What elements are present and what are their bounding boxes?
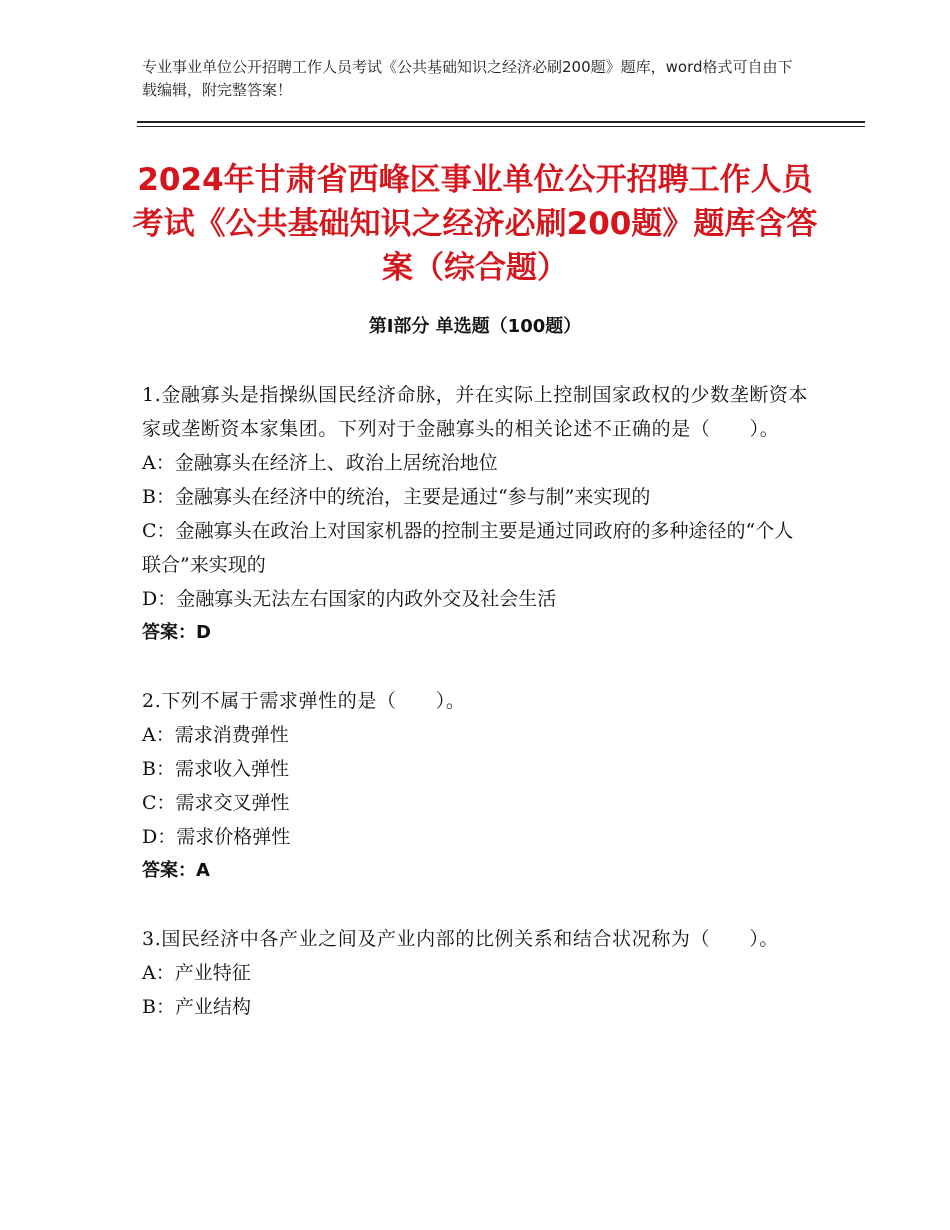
option-c: C：需求交叉弹性 <box>142 792 290 814</box>
answer-label: 答案：D <box>142 622 211 643</box>
question-stem: 3.国民经济中各产业之间及产业内部的比例关系和结合状况称为（ ）。 <box>142 928 780 950</box>
option-a: A：需求消费弹性 <box>142 724 289 746</box>
question-2 <box>142 684 812 888</box>
option-c: C：金融寡头在政治上对国家机器的控制主要是通过同政府的多种途径的“个人联合”来实现的 <box>142 520 794 576</box>
question-stem: 2.下列不属于需求弹性的是（ ）。 <box>142 690 466 712</box>
option-b: B：产业结构 <box>142 996 251 1018</box>
document-title: 2024年甘肃省西峰区事业单位公开招聘工作人员考试《公共基础知识之经济必刷200题》题库含答案（综合题） <box>132 162 818 286</box>
option-d: D：需求价格弹性 <box>142 826 291 848</box>
header-rule-thick <box>137 121 865 123</box>
option-a: A：产业特征 <box>142 962 251 984</box>
section-heading: 第Ⅰ部分 单选题（100题） <box>368 316 582 337</box>
option-d: D：金融寡头无法左右国家的内政外交及社会生活 <box>142 588 557 610</box>
option-b: B：金融寡头在经济中的统治，主要是通过“参与制”来实现的 <box>142 486 651 508</box>
option-a: A：金融寡头在经济上、政治上居统治地位 <box>142 452 498 474</box>
question-3 <box>142 922 812 1024</box>
header-rule-thin <box>137 126 865 127</box>
question-stem: 1.金融寡头是指操纵国民经济命脉，并在实际上控制国家政权的少数垄断资本家或垄断资本家集团。下列对于金融寡头的相关论述不正确的是（ ）。 <box>142 384 809 440</box>
question-list <box>142 378 812 1058</box>
answer-label: 答案：A <box>142 860 210 881</box>
question-1 <box>142 378 812 650</box>
header-note: 专业事业单位公开招聘工作人员考试《公共基础知识之经济必刷200题》题库，word格式可自由下载编辑，附完整答案！ <box>142 58 793 99</box>
option-b: B：需求收入弹性 <box>142 758 289 780</box>
